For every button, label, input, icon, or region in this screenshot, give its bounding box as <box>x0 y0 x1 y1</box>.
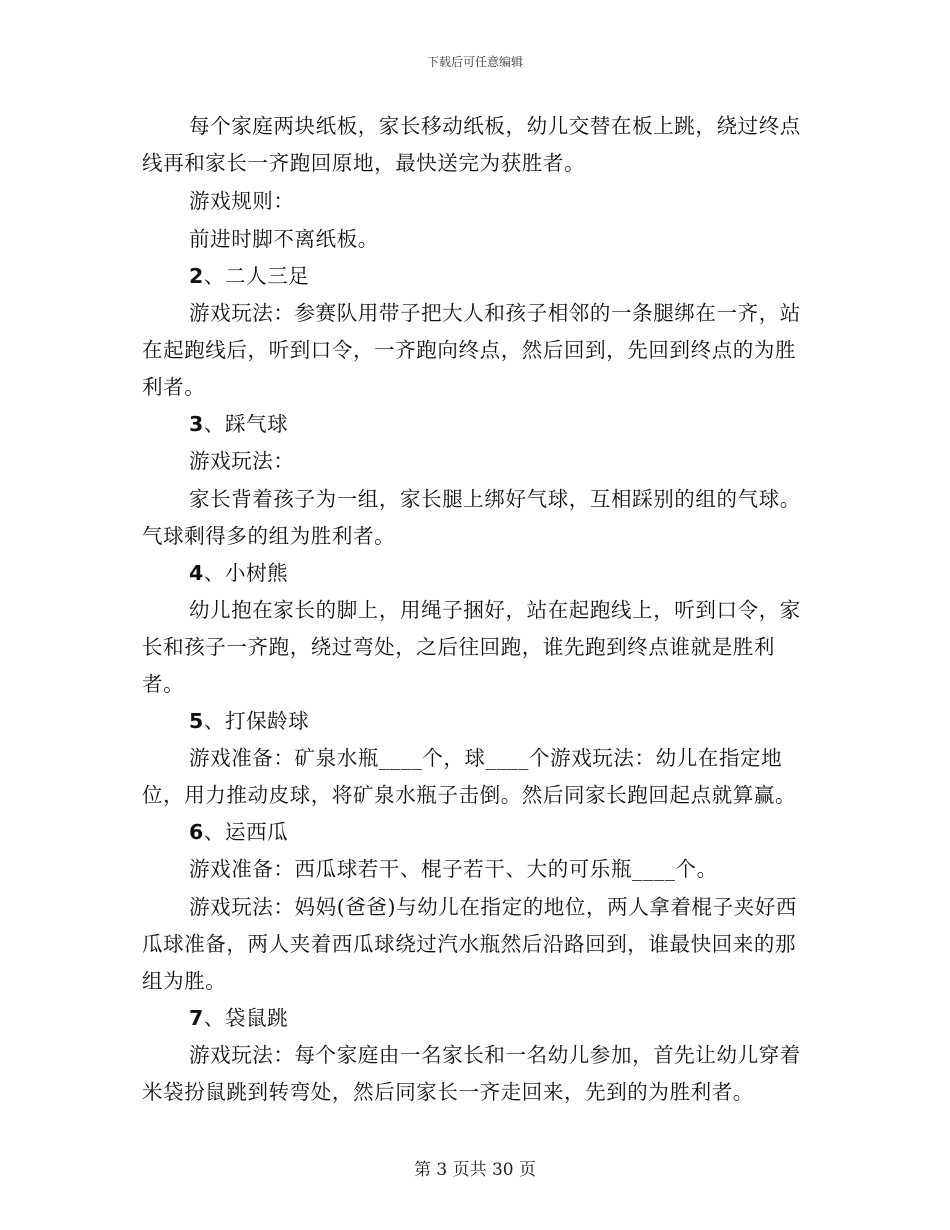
section-title: 、打保龄球 <box>203 709 310 733</box>
section-title: 、袋鼠跳 <box>203 1006 289 1030</box>
page-header: 下载后可任意编辑 <box>426 55 523 69</box>
section-heading-6 <box>142 814 812 851</box>
paragraph: 游戏玩法：参赛队用带子把大人和孩子相邻的一条腿绑在一齐，站在起跑线后，听到口令，一齐跑向终点，然后回到，先回到终点的为胜利者。 <box>142 301 801 399</box>
paragraph: 游戏规则： <box>189 189 295 213</box>
paragraph: 游戏准备：西瓜球若干、棍子若干、大的可乐瓶____个。 <box>189 857 718 881</box>
section-number: 2 <box>189 264 204 288</box>
section-heading-7 <box>142 1000 812 1037</box>
paragraph: 游戏准备：矿泉水瓶____个，球____个游戏玩法：幼儿在指定地位，用力推动皮球，将矿泉水瓶子击倒。然后同家长跑回起点就算赢。 <box>142 746 797 807</box>
section-title: 、踩气球 <box>203 412 289 436</box>
document-body <box>142 108 812 1111</box>
paragraph: 游戏玩法：妈妈(爸爸)与幼儿在指定的地位，两人拿着棍子夹好西瓜球准备，两人夹着西瓜球绕过汽水瓶然后沿路回到，谁最快回来的那组为胜。 <box>142 895 797 993</box>
section-title: 、运西瓜 <box>203 820 289 844</box>
section-number: 4 <box>189 561 204 585</box>
paragraph: 幼儿抱在家长的脚上，用绳子捆好，站在起跑线上，听到口令，家长和孩子一齐跑，绕过弯处，之后往回跑，谁先跑到终点谁就是胜利者。 <box>142 598 801 696</box>
section-heading-4 <box>142 555 812 592</box>
section-title: 、小树熊 <box>203 561 289 585</box>
page-footer: 第 3 页共 30 页 <box>413 1160 537 1180</box>
section-number: 5 <box>189 709 204 733</box>
section-number: 6 <box>189 820 204 844</box>
section-heading-5 <box>142 703 812 740</box>
paragraph: 每个家庭两块纸板，家长移动纸板，幼儿交替在板上跳，绕过终点线再和家长一齐跑回原地，最快送完为获胜者。 <box>142 114 801 175</box>
paragraph: 前进时脚不离纸板。 <box>189 227 379 251</box>
paragraph: 游戏玩法：每个家庭由一名家长和一名幼儿参加，首先让幼儿穿着米袋扮鼠跳到转弯处，然后同家长一齐走回来，先到的为胜利者。 <box>142 1043 801 1104</box>
section-heading-2 <box>142 258 812 295</box>
section-number: 7 <box>189 1006 204 1030</box>
paragraph: 游戏玩法： <box>189 449 295 473</box>
section-number: 3 <box>189 412 204 436</box>
paragraph: 家长背着孩子为一组，家长腿上绑好气球，互相踩别的组的气球。气球剩得多的组为胜利者。 <box>142 487 801 548</box>
section-heading-3 <box>142 406 812 443</box>
section-title: 、二人三足 <box>203 264 310 288</box>
